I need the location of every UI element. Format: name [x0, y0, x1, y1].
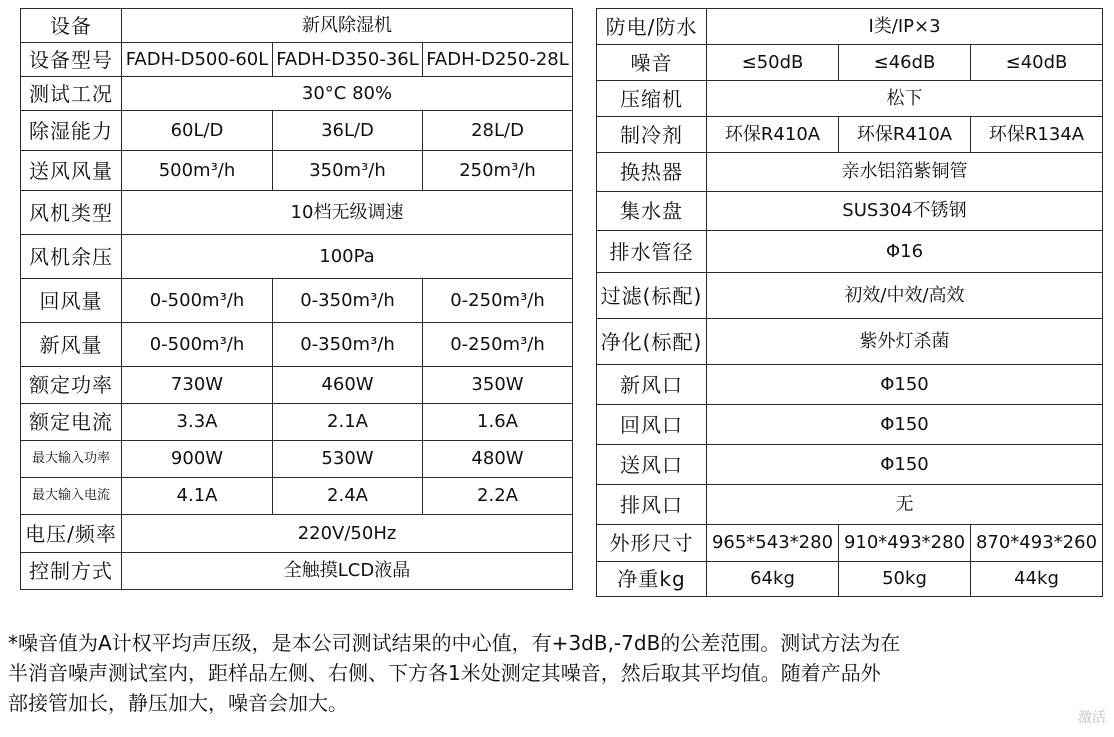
- table-row: [21, 235, 573, 279]
- table-row: [597, 9, 1103, 45]
- table-row: [597, 45, 1103, 81]
- table-cell: 28L/D: [423, 111, 573, 151]
- table-cell: Φ16: [707, 231, 1103, 273]
- table-row: [597, 365, 1103, 405]
- table-cell: 松下: [707, 81, 1103, 117]
- table-cell: 460W: [273, 367, 423, 404]
- footnote-line: 半消音噪声测试室内，距样品左侧、右侧、下方各1米处测定其噪音，然后取其平均值。随着产品外: [8, 661, 881, 685]
- row-label: 外形尺寸: [597, 525, 707, 562]
- row-label: 测试工况: [21, 77, 122, 111]
- table-cell: 44kg: [971, 562, 1103, 597]
- row-label: 集水盘: [597, 192, 707, 231]
- row-label: 噪音: [597, 45, 707, 81]
- table-row: [21, 367, 573, 404]
- table-cell: 1.6A: [423, 404, 573, 441]
- table-row: [21, 77, 573, 111]
- row-label: 防电/防水: [597, 9, 707, 45]
- table-row: [21, 404, 573, 441]
- footnote-line: 部接管加长，静压加大，噪音会加大。: [8, 691, 348, 715]
- table-row: [597, 192, 1103, 231]
- table-row: [21, 323, 573, 367]
- table-row: [597, 117, 1103, 153]
- table-row: [21, 553, 573, 590]
- row-label: 控制方式: [21, 553, 122, 590]
- table-row: [21, 478, 573, 515]
- table-cell: 350W: [423, 367, 573, 404]
- row-label: 新风量: [21, 323, 122, 367]
- table-cell: FADH-D500-60L: [122, 43, 273, 77]
- table-cell: 无: [707, 485, 1103, 525]
- table-cell: 2.4A: [273, 478, 423, 515]
- table-cell: 965*543*280: [707, 525, 839, 562]
- right-spec-table: [596, 8, 1103, 597]
- table-cell: 0-250m³/h: [423, 279, 573, 323]
- table-cell: 500m³/h: [122, 151, 273, 191]
- table-cell: 3.3A: [122, 404, 273, 441]
- row-label: 新风口: [597, 365, 707, 405]
- table-cell: FADH-D350-36L: [273, 43, 423, 77]
- table-cell: 350m³/h: [273, 151, 423, 191]
- table-cell: 紫外灯杀菌: [707, 319, 1103, 365]
- row-label: 排风口: [597, 485, 707, 525]
- table-row: [597, 525, 1103, 562]
- table-cell: ≤50dB: [707, 45, 839, 81]
- table-row: [597, 485, 1103, 525]
- table-row: [21, 515, 573, 553]
- row-label: 净重kg: [597, 562, 707, 597]
- row-label: 设备: [21, 9, 122, 43]
- table-cell: 新风除湿机: [122, 9, 573, 43]
- row-label: 额定电流: [21, 404, 122, 441]
- table-cell: 220V/50Hz: [122, 515, 573, 553]
- row-label: 送风口: [597, 445, 707, 485]
- table-row: [597, 273, 1103, 319]
- table-row: [21, 9, 573, 43]
- table-row: [21, 279, 573, 323]
- table-cell: I类/IP×3: [707, 9, 1103, 45]
- left-spec-table: [20, 8, 573, 590]
- table-row: [597, 231, 1103, 273]
- table-row: [597, 562, 1103, 597]
- row-label: 电压/频率: [21, 515, 122, 553]
- table-cell: 0-250m³/h: [423, 323, 573, 367]
- row-label: 设备型号: [21, 43, 122, 77]
- table-cell: 亲水铝箔紫铜管: [707, 153, 1103, 192]
- table-cell: Φ150: [707, 405, 1103, 445]
- table-cell: ≤40dB: [971, 45, 1103, 81]
- row-label: 最大输入功率: [21, 441, 122, 478]
- table-cell: 50kg: [839, 562, 971, 597]
- table-cell: 250m³/h: [423, 151, 573, 191]
- table-cell: 初效/中效/高效: [707, 273, 1103, 319]
- row-label: 制冷剂: [597, 117, 707, 153]
- row-label: 风机类型: [21, 191, 122, 235]
- footnote: [8, 628, 1108, 718]
- table-row: [21, 441, 573, 478]
- table-cell: Φ150: [707, 365, 1103, 405]
- table-cell: 60L/D: [122, 111, 273, 151]
- row-label: 送风风量: [21, 151, 122, 191]
- table-cell: 4.1A: [122, 478, 273, 515]
- table-row: [597, 319, 1103, 365]
- table-cell: 全触摸LCD液晶: [122, 553, 573, 590]
- table-cell: Φ150: [707, 445, 1103, 485]
- table-row: [597, 153, 1103, 192]
- table-row: [21, 111, 573, 151]
- row-label: 回风量: [21, 279, 122, 323]
- table-cell: 36L/D: [273, 111, 423, 151]
- row-label: 额定功率: [21, 367, 122, 404]
- table-cell: 环保R410A: [839, 117, 971, 153]
- row-label: 过滤(标配): [597, 273, 707, 319]
- row-label: 排水管径: [597, 231, 707, 273]
- table-cell: 0-350m³/h: [273, 323, 423, 367]
- watermark: 激活: [1078, 710, 1106, 726]
- table-cell: 10档无级调速: [122, 191, 573, 235]
- footnote-line: *噪音值为A计权平均声压级，是本公司测试结果的中心值，有+3dB,-7dB的公差范围。测试方法为在: [8, 631, 901, 655]
- table-cell: FADH-D250-28L: [423, 43, 573, 77]
- row-label: 压缩机: [597, 81, 707, 117]
- row-label: 最大输入电流: [21, 478, 122, 515]
- table-row: [597, 405, 1103, 445]
- table-cell: 环保R134A: [971, 117, 1103, 153]
- table-cell: 环保R410A: [707, 117, 839, 153]
- table-cell: 900W: [122, 441, 273, 478]
- table-row: [597, 81, 1103, 117]
- table-row: [21, 191, 573, 235]
- row-label: 风机余压: [21, 235, 122, 279]
- table-cell: 910*493*280: [839, 525, 971, 562]
- table-cell: 730W: [122, 367, 273, 404]
- table-row: [21, 43, 573, 77]
- table-cell: 30°C 80%: [122, 77, 573, 111]
- table-row: [597, 445, 1103, 485]
- table-cell: 530W: [273, 441, 423, 478]
- row-label: 回风口: [597, 405, 707, 445]
- table-row: [21, 151, 573, 191]
- row-label: 除湿能力: [21, 111, 122, 151]
- table-cell: 64kg: [707, 562, 839, 597]
- table-cell: 2.1A: [273, 404, 423, 441]
- table-cell: SUS304不锈钢: [707, 192, 1103, 231]
- row-label: 净化(标配): [597, 319, 707, 365]
- table-cell: 870*493*260: [971, 525, 1103, 562]
- table-cell: 100Pa: [122, 235, 573, 279]
- table-cell: 0-500m³/h: [122, 323, 273, 367]
- table-cell: ≤46dB: [839, 45, 971, 81]
- table-cell: 2.2A: [423, 478, 573, 515]
- table-cell: 0-350m³/h: [273, 279, 423, 323]
- row-label: 换热器: [597, 153, 707, 192]
- table-cell: 480W: [423, 441, 573, 478]
- table-cell: 0-500m³/h: [122, 279, 273, 323]
